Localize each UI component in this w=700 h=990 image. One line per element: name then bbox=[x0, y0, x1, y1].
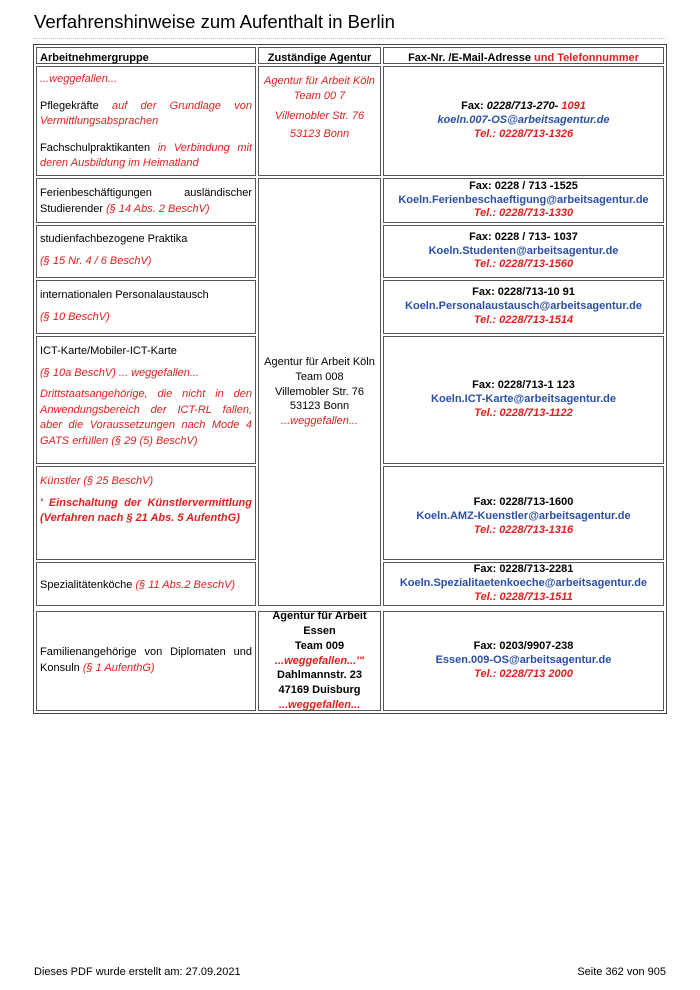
header-phone-label: und Telefonnummer bbox=[534, 52, 639, 64]
row1-agency-name: Agentur für Arbeit Köln bbox=[264, 75, 375, 87]
row1-agency-city: 53123 Bonn bbox=[289, 127, 350, 140]
row5-label: ICT-Karte/Mobiler-ICT-Karte bbox=[40, 345, 177, 357]
row3-email: Koeln.Studenten@arbeitsagentur.de bbox=[428, 244, 619, 257]
row1-contact bbox=[383, 66, 664, 176]
row7-contact bbox=[383, 562, 664, 606]
row3-label: studienfachbezogene Praktika bbox=[40, 233, 188, 245]
row6-fax: Fax: 0228/713-1600 bbox=[473, 496, 574, 509]
row4-email: Koeln.Personalaustausch@arbeitsagentur.de bbox=[405, 300, 642, 313]
row2-group bbox=[36, 178, 256, 223]
row8-agency bbox=[258, 611, 381, 711]
page-title: Verfahrenshinweise zum Aufenthalt in Berlin bbox=[34, 11, 395, 32]
row1-praktikanten bbox=[40, 141, 252, 172]
row7-email: Koeln.Spezialitaetenkoeche@arbeitsagentur.de bbox=[399, 577, 648, 590]
row4-label: internationalen Personalaustausch bbox=[40, 289, 209, 301]
row6-contact bbox=[383, 466, 664, 560]
agency-table bbox=[33, 44, 667, 714]
row6-group bbox=[36, 466, 256, 560]
row8-agency-name: Agentur für Arbeit bbox=[272, 610, 367, 623]
row1-phone: Tel.: 0228/713-1326 bbox=[473, 127, 574, 140]
row4-note: (§ 10 BeschV) bbox=[40, 310, 110, 323]
header-contact bbox=[383, 47, 664, 64]
row1-agency-team: Team 00 7 bbox=[293, 89, 346, 102]
row8-contact bbox=[383, 611, 664, 711]
row3-fax: Fax: 0228 / 713- 1037 bbox=[469, 230, 578, 243]
row8-agency-city-name: Essen bbox=[303, 624, 336, 637]
title-divider bbox=[34, 38, 666, 39]
row3-contact bbox=[383, 225, 664, 278]
row5-group bbox=[36, 336, 256, 464]
row2-email: Koeln.Ferienbeschaeftigung@arbeitsagentur.de bbox=[398, 193, 649, 206]
row5-email: Koeln.ICT-Karte@arbeitsagentur.de bbox=[431, 393, 616, 406]
row4-phone: Tel.: 0228/713-1514 bbox=[473, 313, 574, 326]
header-agency bbox=[258, 47, 381, 64]
row4-fax: Fax: 0228/713-10 91 bbox=[472, 286, 575, 299]
row8-fax: Fax: 0203/9907-238 bbox=[473, 640, 574, 653]
row1-email: koeln.007-OS@arbeitsagentur.de bbox=[437, 114, 610, 127]
row8-agency-team: Team 009 bbox=[294, 639, 345, 652]
row6-label: Künstler (§ 25 BeschV) bbox=[40, 475, 154, 487]
row1-group bbox=[36, 66, 256, 176]
row6-email: Koeln.AMZ-Kuenstler@arbeitsagentur.de bbox=[416, 510, 631, 523]
row3-note: (§ 15 Nr. 4 / 6 BeschV) bbox=[40, 254, 152, 267]
row2-fax: Fax: 0228 / 713 -1525 bbox=[469, 179, 578, 192]
row5-detail: Drittstaatsangehörige, die nicht in den Anwendungsbereich der ICT-RL fallen, aber die Voraussetzungen nach Mode 4 GATS erfüllen (§ 29 (5) BeschV) bbox=[40, 388, 252, 448]
row8-label: Familienangehörige von Diplomaten und Konsuln bbox=[40, 646, 252, 674]
row1-fax-number: 0228/713-270- bbox=[486, 100, 559, 113]
row5-fax: Fax: 0228/713-1 123 bbox=[472, 379, 575, 392]
row3-group bbox=[36, 225, 256, 278]
row2-note: (§ 14 Abs. 2 BeschV) bbox=[106, 202, 210, 215]
row8-note: (§ 1 AufenthG) bbox=[82, 662, 155, 674]
row8-phone: Tel.: 0228/713 2000 bbox=[474, 667, 573, 680]
row7-group bbox=[36, 562, 256, 606]
row7-phone: Tel.: 0228/713-1511 bbox=[474, 590, 573, 603]
row8-agency-city: 47169 Duisburg bbox=[278, 684, 361, 697]
row1-praktikanten-label: Fachschulpraktikanten bbox=[40, 141, 151, 154]
shared-agency bbox=[258, 178, 381, 606]
row8-text bbox=[40, 645, 252, 676]
row6-note: ' Einschaltung der Künstlervermittlung (Verfahren nach § 21 Abs. 5 AufenthG) bbox=[40, 496, 252, 525]
shared-agency-team: Team 008 bbox=[295, 370, 344, 383]
shared-agency-removed: ...weggefallen... bbox=[280, 415, 359, 428]
shared-agency-name: Agentur für Arbeit Köln bbox=[264, 355, 375, 368]
shared-agency-city: 53123 Bonn bbox=[289, 400, 350, 413]
shared-agency-street: Villemobler Str. 76 bbox=[274, 385, 365, 398]
row1-pflege-label: Pflegekräfte bbox=[40, 99, 99, 112]
header-group-label: Arbeitnehmergruppe bbox=[40, 52, 149, 64]
row1-fax bbox=[384, 100, 663, 114]
row1-praktikanten-note: in Verbindung mit deren Ausbildung im Heimatland bbox=[40, 141, 252, 170]
row1-agency-street: Villemobler Str. 76 bbox=[274, 109, 365, 122]
row7-note: (§ 11 Abs.2 BeschV) bbox=[135, 579, 236, 591]
footer-created-date: Dieses PDF wurde erstellt am: 27.09.2021 bbox=[34, 966, 241, 978]
row1-fax-extension: 1091 bbox=[561, 100, 586, 113]
row1-removed: ...weggefallen... bbox=[40, 73, 118, 85]
header-contact-label: Fax-Nr. /E-Mail-Adresse bbox=[408, 52, 531, 64]
row6-phone: Tel.: 0228/713-1316 bbox=[473, 523, 574, 536]
row1-pflege-note: auf der Grundlage von Vermittlungsabsprachen bbox=[40, 99, 252, 128]
row2-contact bbox=[383, 178, 664, 223]
row4-group bbox=[36, 280, 256, 334]
row8-agency-street: Dahlmannstr. 23 bbox=[277, 669, 362, 682]
row1-fax-label: Fax: bbox=[461, 100, 484, 113]
row8-group bbox=[36, 611, 256, 711]
row2-phone: Tel.: 0228/713-1330 bbox=[473, 207, 574, 220]
row5-phone: Tel.: 0228/713-1122 bbox=[474, 406, 573, 419]
row7-label: Spezialitätenköche bbox=[40, 579, 133, 591]
row8-agency-removed-2: ...weggefallen... bbox=[278, 699, 361, 712]
row8-agency-removed: ...weggefallen...'" bbox=[274, 654, 365, 667]
row1-pflegekraefte bbox=[40, 99, 252, 130]
header-group bbox=[36, 47, 256, 64]
row7-fax: Fax: 0228/713-2281 bbox=[473, 563, 574, 576]
row4-contact bbox=[383, 280, 664, 334]
footer-page-number: Seite 362 von 905 bbox=[577, 966, 666, 978]
row1-agency bbox=[258, 66, 381, 176]
row5-contact bbox=[383, 336, 664, 464]
row2-label: Ferienbeschäftigungen ausländischer Studierender bbox=[40, 187, 252, 215]
header-agency-label: Zuständige Agentur bbox=[267, 52, 372, 64]
row3-phone: Tel.: 0228/713-1560 bbox=[473, 258, 574, 271]
row8-email: Essen.009-OS@arbeitsagentur.de bbox=[435, 654, 612, 667]
row5-note: (§ 10a BeschV) ... weggefallen... bbox=[40, 366, 199, 379]
